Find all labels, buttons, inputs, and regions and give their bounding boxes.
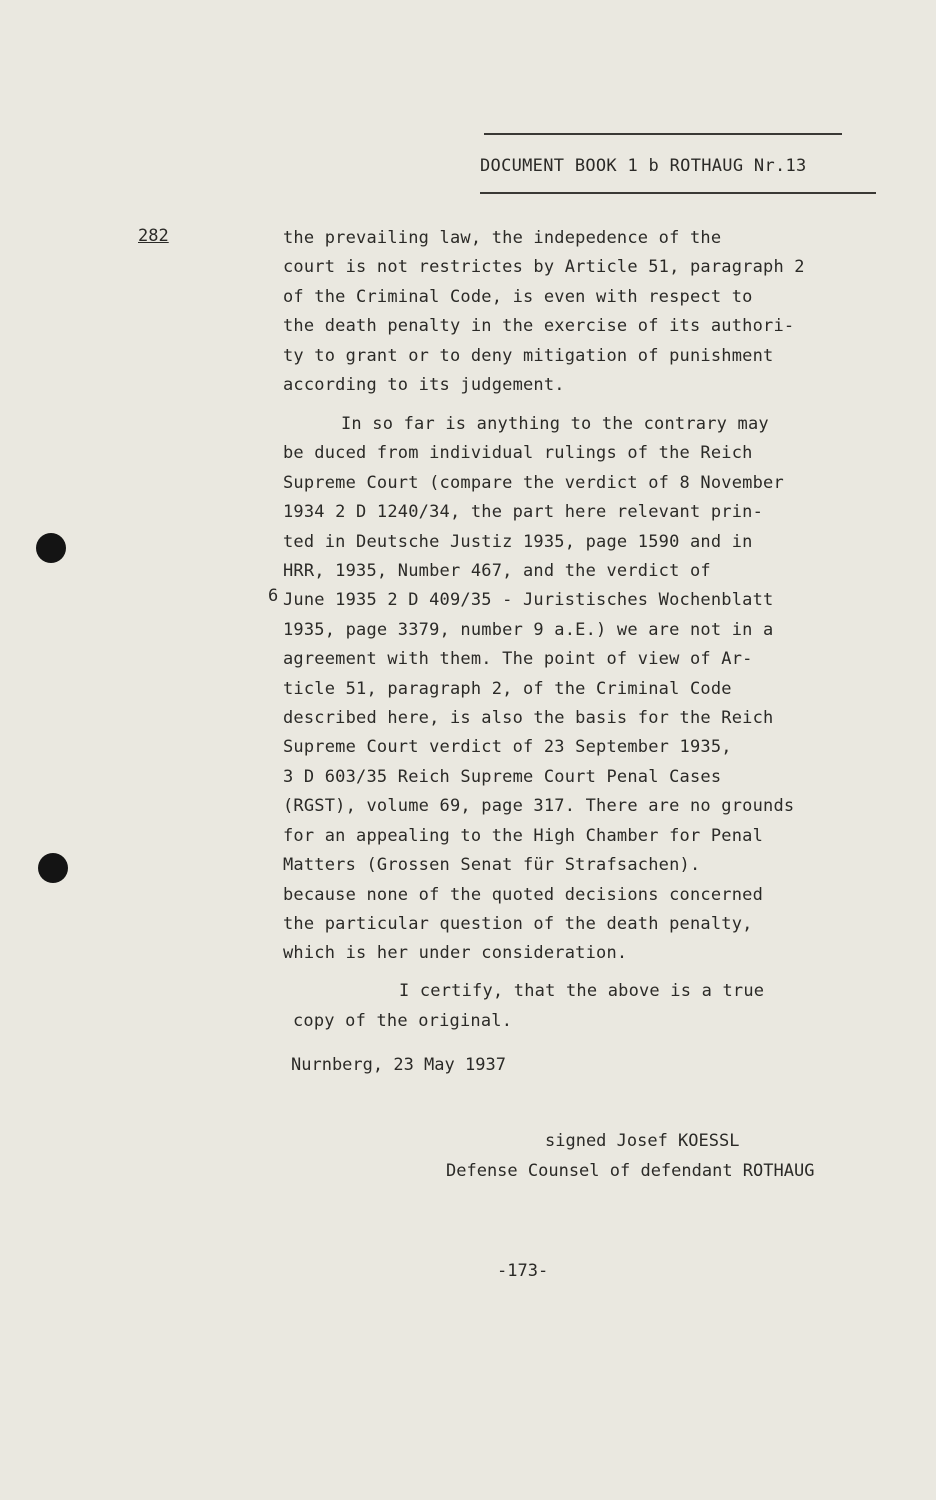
text-line: 1935, page 3379, number 9 a.E.) we are not in a [283,619,774,640]
text-line: ticle 51, paragraph 2, of the Criminal Code [283,678,732,699]
margin-page-reference: 282 [138,226,169,246]
text-line: agreement with them. The point of view of Ar- [283,649,753,670]
text-line: described here, is also the basis for the Reich [283,708,774,729]
text-line: which is her under consideration. [283,943,628,964]
text-line: the death penalty in the exercise of its authori- [283,316,795,337]
signature-line: signed Josef KOESSL [545,1131,740,1151]
place-date: Nurnberg, 23 May 1937 [291,1055,506,1075]
paragraph-1 [283,224,805,400]
text-line: ted in Deutsche Justiz 1935, page 1590 and in [283,531,753,552]
line-marker: 6 [268,586,279,606]
header-title: DOCUMENT BOOK 1 b ROTHAUG Nr.13 [480,156,807,176]
text-line: HRR, 1935, Number 467, and the verdict of [283,561,711,582]
text-line: according to its judgement. [283,375,565,396]
header-rule-bottom [480,192,876,194]
page-number: -173- [497,1261,549,1281]
text-line: In so far is anything to the contrary may [341,414,769,434]
text-line: I certify, that the above is a true [399,981,765,1001]
text-line: ty to grant or to deny mitigation of punishment [283,345,774,366]
text-line: 1934 2 D 1240/34, the part here relevant prin- [283,502,764,523]
text-line: (RGST), volume 69, page 317. There are no grounds [283,796,795,817]
text-line: June 1935 2 D 409/35 - Juristisches Wochenblatt [283,590,774,611]
text-line: Supreme Court (compare the verdict of 8 November [283,472,784,493]
header-rule-top [484,133,842,135]
text-line: of the Criminal Code, is even with respect to [283,286,753,307]
punch-hole-top [36,533,66,563]
punch-hole-bottom [38,853,68,883]
text-line: for an appealing to the High Chamber for Penal [283,825,764,846]
text-line: because none of the quoted decisions concerned [283,884,764,905]
certification-paragraph [293,976,764,1036]
text-line: court is not restrictes by Article 51, paragraph 2 [283,257,805,278]
text-line: Supreme Court verdict of 23 September 1935, [283,737,732,758]
text-line: be duced from individual rulings of the Reich [283,443,753,464]
text-line: 3 D 603/35 Reich Supreme Court Penal Cases [283,766,722,787]
text-line: the prevailing law, the indepedence of the [283,228,722,248]
paragraph-2 [283,410,794,969]
signature-role: Defense Counsel of defendant ROTHAUG [446,1161,815,1181]
text-line: the particular question of the death penalty, [283,913,753,934]
text-line: copy of the original. [293,1011,513,1031]
text-line: Matters (Grossen Senat für Strafsachen). [283,855,701,876]
